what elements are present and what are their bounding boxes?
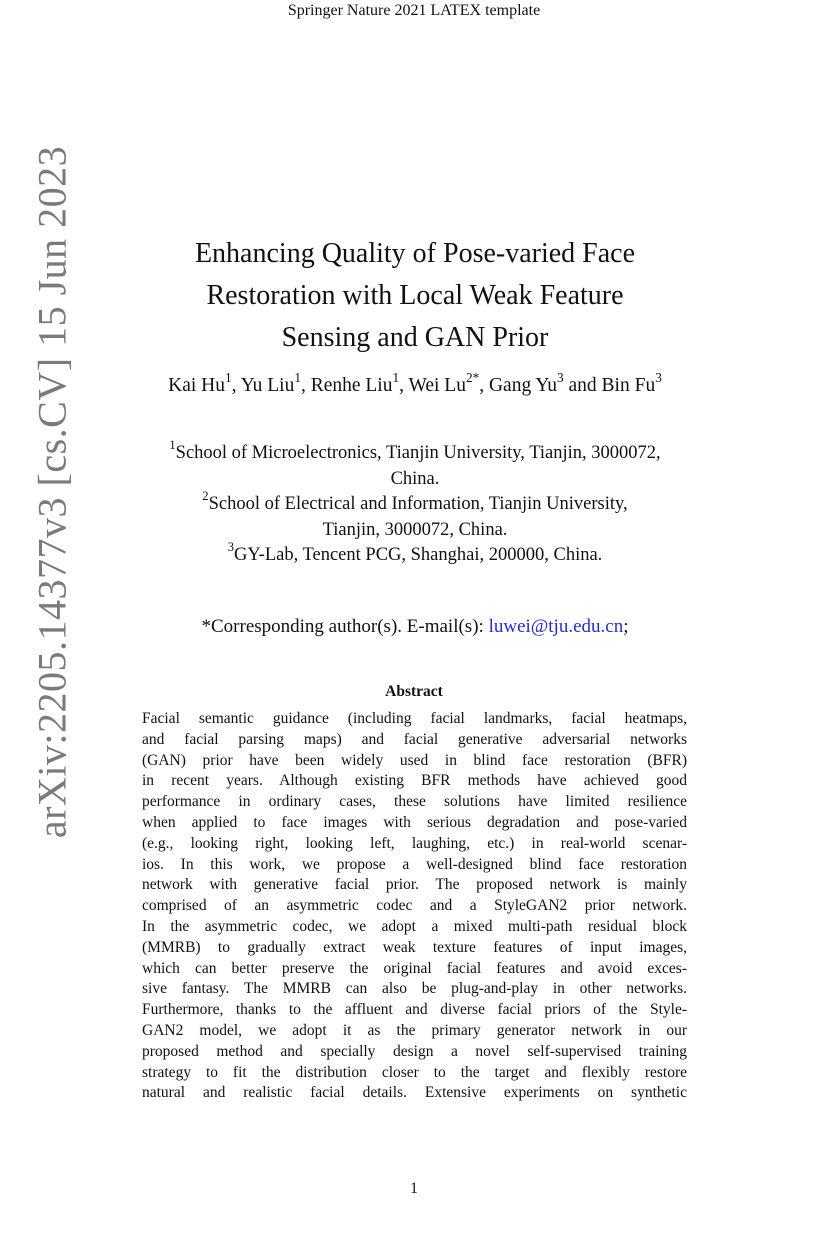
abstract-heading: Abstract — [385, 683, 443, 700]
author-name: Kai Hu — [168, 375, 226, 396]
author-separator: and — [563, 375, 602, 396]
author-name: Renhe Liu — [310, 375, 393, 396]
title-line: Sensing and GAN Prior — [281, 321, 549, 353]
abstract-line: when applied to face images with serious degradation and pose-varied — [142, 813, 687, 831]
abstract-line: comprised of an asymmetric codec and a StyleGAN2 prior network. — [142, 897, 687, 915]
affiliation-text: School of Microelectronics, Tianjin University, Tianjin, 3000072, — [175, 443, 661, 463]
title-line: Enhancing Quality of Pose-varied Face — [194, 237, 636, 269]
affiliation-marker: 2 — [202, 488, 209, 503]
paper-title — [120, 233, 710, 359]
abstract-line: and facial parsing maps) and facial generative adversarial networks — [142, 730, 687, 748]
abstract-line: performance in ordinary cases, these solutions have limited resilience — [142, 793, 687, 811]
author-name: Gang Yu — [488, 375, 558, 396]
abstract-line: sive fantasy. The MMRB can also be plug-and-play in other networks. — [142, 980, 687, 998]
title-line: Restoration with Local Weak Feature — [206, 279, 624, 311]
affiliation-text: School of Electrical and Information, Tianjin University, — [208, 494, 628, 514]
author-name: Yu Liu — [240, 375, 295, 396]
abstract-line: In the asymmetric codec, we adopt a mixed multi-path residual block — [142, 917, 687, 935]
corresponding-email-link[interactable]: luwei@tju.edu.cn — [488, 616, 624, 637]
arxiv-identifier-stamp: arXiv:2205.14377v3 [cs.CV] 15 Jun 2023 — [29, 145, 75, 839]
abstract-line: Furthermore, thanks to the affluent and diverse facial priors of the Style- — [142, 1001, 687, 1019]
abstract-line: (e.g., looking right, looking left, laughing, etc.) in real-world scenar- — [142, 834, 687, 852]
affiliation-marker: 3 — [227, 539, 234, 554]
affiliation-line — [100, 437, 730, 467]
affiliation-list — [100, 437, 730, 569]
affiliation-marker: 1 — [169, 437, 176, 452]
author-separator: , — [300, 375, 311, 396]
corresponding-author-note — [100, 614, 730, 640]
author-separator: , — [479, 375, 489, 396]
affiliation-line — [100, 488, 730, 518]
author-affiliation-marker: 3 — [557, 369, 564, 385]
abstract-line: proposed method and specially design a novel self-supervised training — [142, 1042, 687, 1060]
author-separator: , — [399, 375, 409, 396]
abstract-line: which can better preserve the original facial features and avoid exces- — [142, 959, 687, 977]
abstract-line: network with generative facial prior. The proposed network is mainly — [142, 876, 687, 894]
abstract-line: in recent years. Although existing BFR methods have achieved good — [142, 772, 687, 790]
abstract-line: strategy to fit the distribution closer to the target and flexibly restore — [142, 1063, 687, 1081]
affiliation-text: GY-Lab, Tencent PCG, Shanghai, 200000, China. — [233, 545, 603, 565]
corresponding-suffix: ; — [623, 616, 629, 637]
abstract-line: (GAN) prior have been widely used in blind face restoration (BFR) — [142, 751, 687, 769]
affiliation-line: Tianjin, 3000072, China. — [322, 519, 508, 540]
page-number: 1 — [410, 1180, 418, 1197]
author-affiliation-marker: 1 — [392, 369, 400, 385]
abstract-line: GAN2 model, we adopt it as the primary generator network in our — [142, 1021, 687, 1039]
abstract-line: natural and realistic facial details. Extensive experiments on synthetic — [142, 1084, 687, 1102]
corresponding-label: *Corresponding author(s). E-mail(s): — [201, 616, 489, 637]
abstract-body — [142, 709, 687, 1104]
author-separator: , — [231, 375, 241, 396]
affiliation-line: China. — [390, 468, 440, 489]
author-name: Bin Fu — [601, 375, 656, 396]
abstract-line: Facial semantic guidance (including facial landmarks, facial heatmaps, — [142, 710, 687, 727]
affiliation-line — [100, 539, 730, 569]
author-affiliation-marker: 1 — [225, 369, 232, 385]
author-affiliation-marker: 3 — [655, 369, 662, 385]
author-name: Wei Lu — [408, 375, 466, 396]
running-header: Springer Nature 2021 LATEX template — [287, 2, 541, 19]
abstract-line: (MMRB) to gradually extract weak texture features of input images, — [142, 938, 687, 956]
abstract-line: ios. In this work, we propose a well-designed blind face restoration — [142, 855, 687, 873]
author-affiliation-marker: 2* — [465, 369, 480, 385]
author-list — [110, 369, 720, 399]
author-affiliation-marker: 1 — [294, 369, 301, 385]
